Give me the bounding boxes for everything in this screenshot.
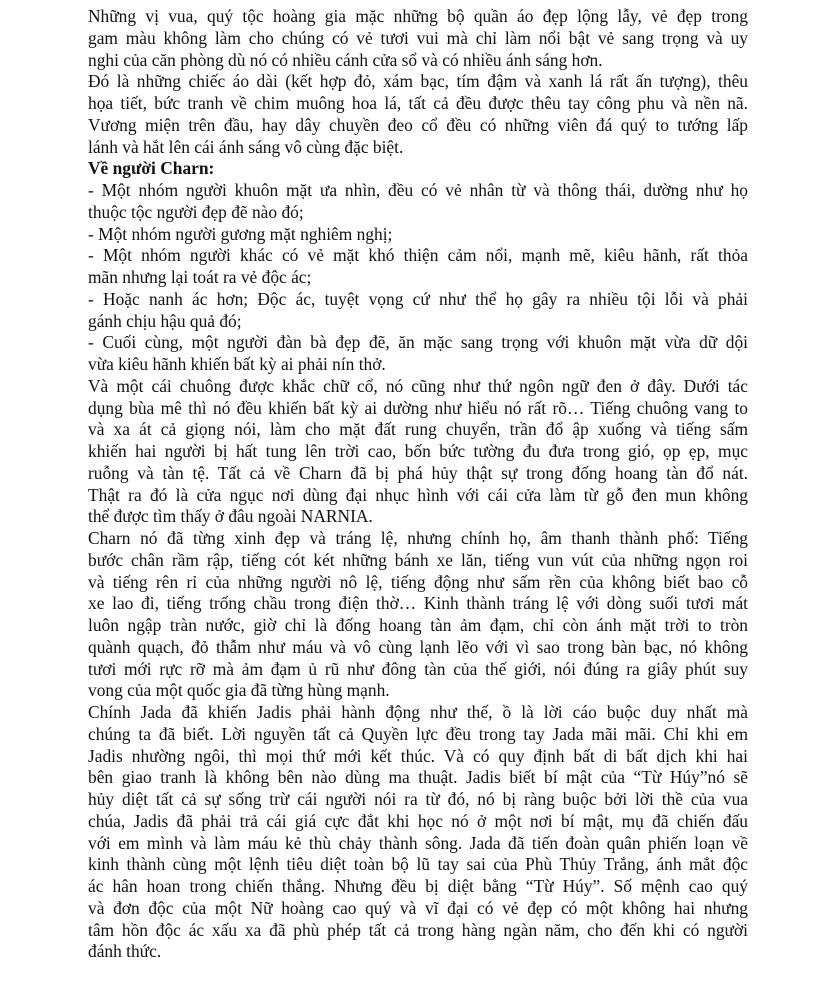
text-line: gam màu không làm cho chúng có vẻ tươi vui mà chỉ làm nổi bật vẻ sang trọng và uy bbox=[88, 27, 748, 48]
text-line: Charn nó đã từng xinh đẹp và tráng lệ, nhưng chính họ, âm thanh thành phố: Tiếng bbox=[88, 528, 748, 548]
text-line: bên giao tranh là không bên nào dùng ma thuật. Jadis biết bí mật của “Từ Húy”nó sẽ bbox=[88, 767, 748, 788]
text-line: họa tiết, bức tranh về chim muông hoa lá, tất cả đều được thêu tay công phu và nền nã. bbox=[88, 93, 748, 113]
text-line: tâm hồn độc ác xấu xa đã phù phép tất cả trong hàng ngàn năm, cho đến khi có người bbox=[88, 919, 748, 940]
text-line: - Một nhóm người khuôn mặt ưa nhìn, đều có vẻ nhân từ và thông thái, dường như họ bbox=[88, 180, 748, 200]
text-line: chúa, Jadis đã phải trả cái giá cực đắt khi học nó ở một nơi bí mật, mụ đã chiến đấu bbox=[88, 810, 748, 831]
text-line: lánh và hắt lên cái ánh sáng vô cùng đặc biệt. bbox=[88, 136, 404, 157]
text-line: khiến hai người bị hất tung lên trời cao, bốn bức tường đu đưa trong gió, ọp ẹp, mục bbox=[88, 441, 748, 461]
text-line: vừa kiêu hãnh khiến bất kỳ ai phải nín thở. bbox=[88, 354, 386, 374]
text-line: Thật ra đó là cửa ngục nơi dùng đại nhục hình với cái cửa làm từ gỗ đen mun không bbox=[88, 484, 748, 505]
text-line: Jadis nhường ngôi, thì mọi thứ mới kết thúc. Và có quy định bất di bất dịch khi hai bbox=[88, 745, 748, 766]
text-line: vong của một quốc gia đã từng hùng mạnh. bbox=[88, 680, 390, 701]
text-line: ruỗng và tàn tệ. Tất cả về Charn đã bị phá hủy thật sự trong đống hoang tàn đổ nát. bbox=[88, 462, 748, 483]
text-line: ác hân hoan trong chiến thắng. Nhưng đều bị diệt bằng “Từ Húy”. Số mệnh cao quý bbox=[88, 876, 748, 896]
text-line: kinh thành cùng một lệnh tiêu diệt toàn bộ lũ tay sai của Phù Thủy Trắng, ánh mắt độc bbox=[88, 854, 748, 875]
text-line: - Hoặc nanh ác hơn; Độc ác, tuyệt vọng cứ như thể họ gây ra nhiều tội lỗi và phải bbox=[88, 288, 748, 309]
text-line: với em mình và làm máu kẻ thù chảy thành sông. Jada đã tiến đoàn quân phiến loạn về bbox=[88, 832, 748, 853]
section-heading: Về người Charn: bbox=[88, 158, 215, 179]
text-line: Chính Jada đã khiến Jadis phải hành động như thế, ồ là lời cáo buộc duy nhất mà bbox=[88, 702, 748, 722]
text-line: dụng bùa mê thì nó đều khiến bất kỳ ai dường như hiểu nó rất rõ… Tiếng chuông vang to bbox=[88, 397, 748, 418]
text-line: tươi mới rực rỡ mà ảm đạm ủ rũ như đông tàn của thế giới, nói đúng ra giây phút suy bbox=[88, 658, 748, 679]
text-line: Vương miện trên đầu, hay dây chuyền đeo cổ đều có những viên đá quý to tướng lấp bbox=[88, 114, 748, 135]
text-line: đánh thức. bbox=[88, 941, 162, 962]
text-line: xe lao đi, tiếng trống chầu trong điện thờ… Kinh thành tráng lệ với dòng suối tươi mát bbox=[88, 593, 748, 614]
text-line: và đơn độc của một Nữ hoàng cao quý và vĩ đại có vẻ đẹp có một không hai nhưng bbox=[88, 897, 748, 918]
text-line: quành quạch, đỏ thẫm như máu và vô cùng lạnh lẽo với vì sao trong bàn bạc, nó không bbox=[88, 636, 748, 657]
text-line: - Cuối cùng, một người đàn bà đẹp đẽ, ăn mặc sang trọng với khuôn mặt vừa dữ dội bbox=[88, 332, 748, 353]
text-line: - Một nhóm người gương mặt nghiêm nghị; bbox=[88, 223, 393, 244]
text-line: - Một nhóm người khác có vẻ mặt khó thiện cảm nổi, mạnh mẽ, kiêu hãnh, rất thỏa bbox=[88, 245, 748, 266]
text-line: gánh chịu hậu quả đó; bbox=[88, 310, 242, 331]
document-body bbox=[88, 6, 748, 963]
text-line: thuộc tộc người đẹp đẽ nào đó; bbox=[88, 201, 304, 222]
text-line: bước chân rầm rập, tiếng cót két những bánh xe lăn, tiếng vun vút của những ngọn roi bbox=[88, 549, 748, 570]
text-line: và xa át cả giọng nói, làm cho mặt đất rung chuyển, trần đổ ập xuống và tiếng sấm bbox=[88, 419, 748, 440]
text-line: mãn nhưng lại toát ra vẻ độc ác; bbox=[88, 267, 312, 287]
text-line: Đó là những chiếc áo dài (kết hợp đỏ, xám bạc, tím đậm và xanh lá rất ấn tượng), thêu bbox=[88, 71, 748, 92]
text-line: Những vị vua, quý tộc hoàng gia mặc những bộ quần áo đẹp lộng lẫy, vẻ đẹp trong bbox=[88, 6, 748, 26]
text-line: luôn ngập tràn nước, giờ chỉ là đống hoang tàn ảm đạm, chỉ còn ánh mặt trời to tròn bbox=[88, 615, 748, 635]
text-line: Và một cái chuông được khắc chữ cổ, nó cũng như thứ ngôn ngữ đen ở đây. Dưới tác bbox=[88, 375, 748, 396]
text-line: nghi của căn phòng dù nó có nhiều cánh cửa sổ và có nhiều ánh sáng hơn. bbox=[88, 49, 603, 70]
text-line: thể được tìm thấy ở đâu ngoài NARNIA. bbox=[88, 506, 373, 527]
text-line: chúng ta đã biết. Lời nguyền tất cả Quyền lực đều trong tay Jada mãi mãi. Chỉ khi em bbox=[88, 723, 748, 744]
text-line: hủy diệt tất cả sự sống trừ cái người nói ra từ đó, nó bị ràng buộc bởi lời thề của vua bbox=[88, 789, 748, 809]
text-line: và tiếng rên rỉ của những người nô lệ, tiếng động như sấm rền của không biết bao cỗ bbox=[88, 571, 748, 592]
